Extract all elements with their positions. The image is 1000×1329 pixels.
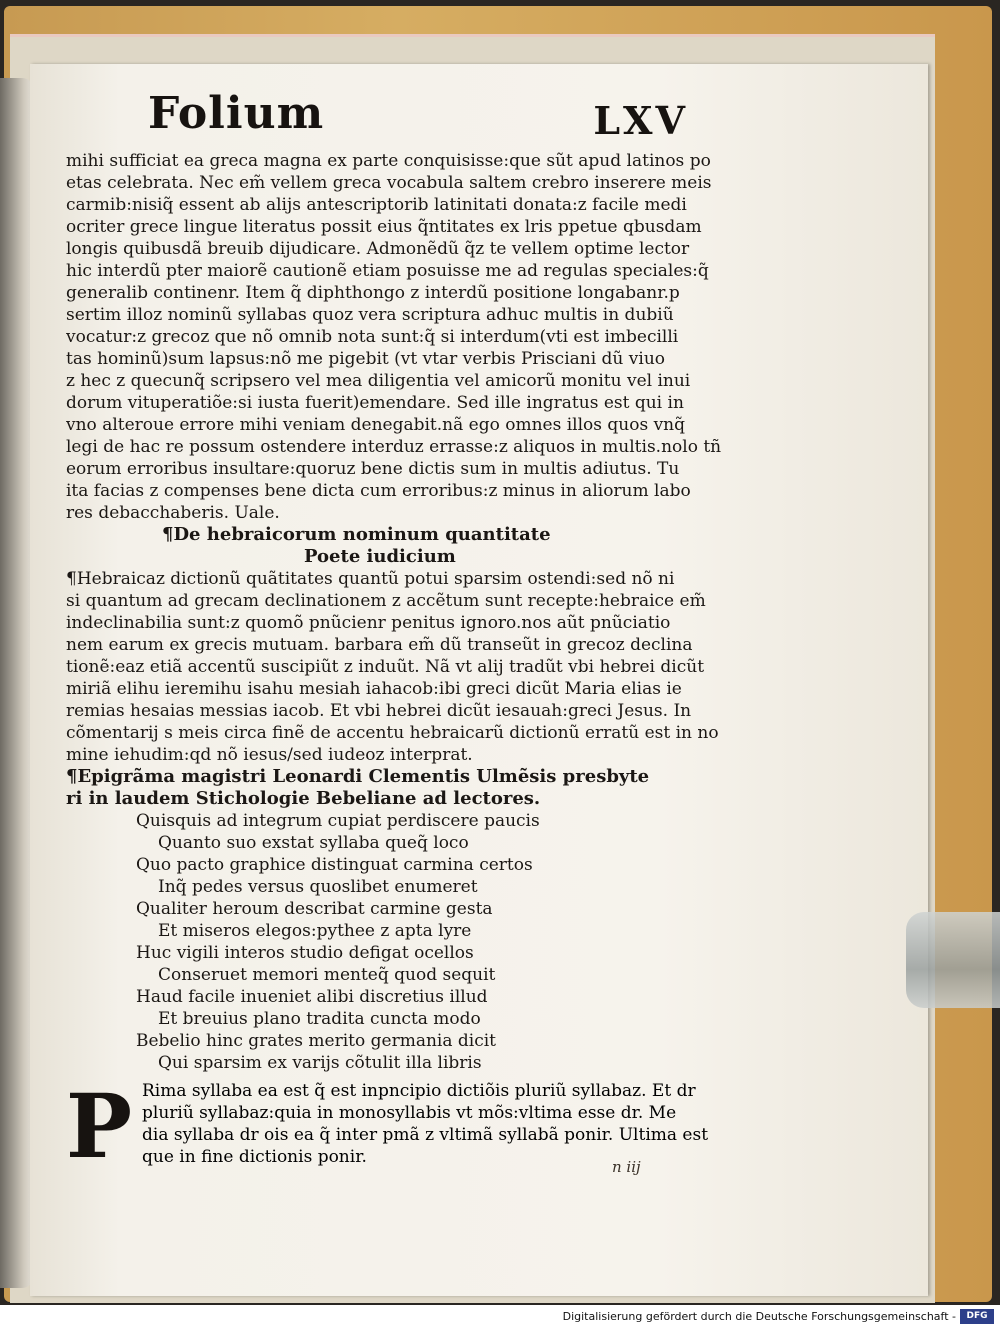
- text-line: cõmentarij s meis circa finẽ de accentu hebraicarũ dictionũ erratũ est in no: [66, 723, 719, 743]
- verse-line: Et breuius plano tradita cuncta modo: [158, 1009, 481, 1029]
- verse-line: Bebelio hinc grates merito germania dicit: [136, 1031, 497, 1051]
- text-line: miriã elihu ieremihu isahu mesiah iahacob:ibi greci dicũt Maria elias ie: [66, 679, 682, 699]
- previous-page-edge: [0, 78, 34, 1288]
- text-line: z hec z quecunq̃ scripsero vel mea diligentia vel amicorũ monitu vel inui: [66, 371, 691, 391]
- text-line: vno alteroue errore mihi veniam denegabit.nã ego omnes illos quos vnq̃: [66, 415, 686, 435]
- text-line: etas celebrata. Nec em̃ vellem greca vocabula saltem crebro inserere meis: [66, 173, 712, 193]
- text-line: tionẽ:eaz etiã accentũ suscipiũt z induũt. Nã vt alij tradũt vbi hebrei dicũt: [66, 657, 705, 677]
- text-line: indeclinabilia sunt:z quomõ pnũcienr penitus ignoro.nos aũt pnũciatio: [66, 613, 671, 633]
- text-line: que in fine dictionis ponir.: [142, 1147, 367, 1167]
- page-clip: [906, 912, 1000, 1008]
- verse-line: Quisquis ad integrum cupiat perdiscere paucis: [136, 811, 540, 831]
- verse-line: Qualiter heroum describat carmine gesta: [136, 899, 493, 919]
- dfg-logo: DFG: [960, 1309, 994, 1324]
- text-line: ita facias z compenses bene dicta cum erroribus:z minus in aliorum labo: [66, 481, 691, 501]
- text-line: sertim illoz nominũ syllabas quoz vera scriptura adhuc multis in dubiũ: [66, 305, 674, 325]
- body-paragraph: [66, 150, 766, 524]
- text-line: ¶Hebraicaz dictionũ quãtitates quantũ potui sparsim ostendi:sed nõ ni: [66, 569, 675, 589]
- verse-line: Quo pacto graphice distinguat carmina certos: [136, 855, 533, 875]
- verse-line: Conseruet memori menteq̃ quod sequit: [158, 965, 496, 985]
- folium-title: Folium: [148, 88, 325, 139]
- page-header: [148, 88, 688, 148]
- decorated-initial-p: P: [65, 1074, 133, 1178]
- text-line: mine iehudim:qd nõ iesus/sed iudeoz interprat.: [66, 745, 473, 765]
- text-line: si quantum ad grecam declinationem z accẽtum sunt recepte:hebraice em̃: [66, 591, 706, 611]
- prima-syllaba-paragraph: [142, 1080, 742, 1168]
- text-line: carmib:nisiq̃ essent ab alijs antescriptorib latinitati donata:z facile medi: [66, 195, 687, 215]
- verse-line: Qui sparsim ex varijs cõtulit illa libris: [158, 1053, 482, 1073]
- footer-bar: [0, 1305, 1000, 1329]
- verse-line: Haud facile inueniet alibi discretius illud: [136, 987, 488, 1007]
- text-line: eorum erroribus insultare:quoruz bene dictis sum in multis adiutus. Tu: [66, 459, 680, 479]
- verse-line: Huc vigili interos studio defigat ocellos: [136, 943, 474, 963]
- verse-line: Quanto suo exstat syllaba queq̃ loco: [158, 833, 469, 853]
- text-line: legi de hac re possum ostendere interduz errasse:z aliquos in multis.nolo tñ: [66, 437, 722, 457]
- text-line: pluriũ syllabaz:quia in monosyllabis vt mõs:vltima esse dr. Me: [142, 1103, 677, 1123]
- funding-notice: Digitalisierung gefördert durch die Deutsche Forschungsgemeinschaft -: [562, 1310, 956, 1323]
- handwritten-signature-mark: n iij: [612, 1158, 641, 1176]
- text-line: res debacchaberis. Uale.: [66, 503, 280, 523]
- epigram-heading: ¶Epigrãma magistri Leonardi Clementis Ulmẽsis presbyte: [66, 766, 650, 787]
- epigram-verse: [66, 810, 766, 1074]
- text-line: mihi sufficiat ea greca magna ex parte conquisisse:que sũt apud latinos po: [66, 151, 711, 171]
- verse-line: Et miseros elegos:pythee z apta lyre: [158, 921, 472, 941]
- text-line: Rima syllaba ea est q̃ est inpncipio dictiõis pluriũ syllabaz. Et dr: [142, 1081, 696, 1101]
- text-line: remias hesaias messias iacob. Et vbi hebrei dicũt iesauah:greci Jesus. In: [66, 701, 692, 721]
- text-line: longis quibusdã breuib dijudicare. Admonẽdũ q̃z te vellem optime lector: [66, 239, 690, 259]
- page-text: [66, 150, 766, 1074]
- text-line: ocriter grece lingue literatus possit eius q̃ntitates ex lris ppetue qbusdam: [66, 217, 702, 237]
- section-subheading: Poete iudicium: [304, 546, 456, 567]
- text-line: dorum vituperatiõe:si iusta fuerit)emendare. Sed ille ingratus est qui in: [66, 393, 684, 413]
- text-line: nem earum ex grecis mutuam. barbara em̃ dũ transeũt in grecoz declina: [66, 635, 693, 655]
- text-line: dia syllaba dr ois ea q̃ inter pmã z vltimã syllabã ponir. Ultima est: [142, 1125, 709, 1145]
- folio-number: LXV: [593, 98, 688, 143]
- text-line: vocatur:z grecoz que nõ omnib nota sunt:q̃ si interdum(vti est imbecilli: [66, 327, 679, 347]
- text-line: hic interdũ pter maiorẽ cautionẽ etiam posuisse me ad regulas speciales:q̃: [66, 261, 709, 281]
- text-line: generalib continenr. Item q̃ diphthongo z interdũ positione longabanr.p: [66, 283, 680, 303]
- epigram-heading-continued: ri in laudem Stichologie Bebeliane ad lectores.: [66, 788, 541, 809]
- hebrew-paragraph: [66, 568, 766, 766]
- section-heading: ¶De hebraicorum nominum quantitate: [162, 524, 551, 545]
- text-line: tas hominũ)sum lapsus:nõ me pigebit (vt vtar verbis Prisciani dũ viuo: [66, 349, 666, 369]
- verse-line: Inq̃ pedes versus quoslibet enumeret: [158, 877, 478, 897]
